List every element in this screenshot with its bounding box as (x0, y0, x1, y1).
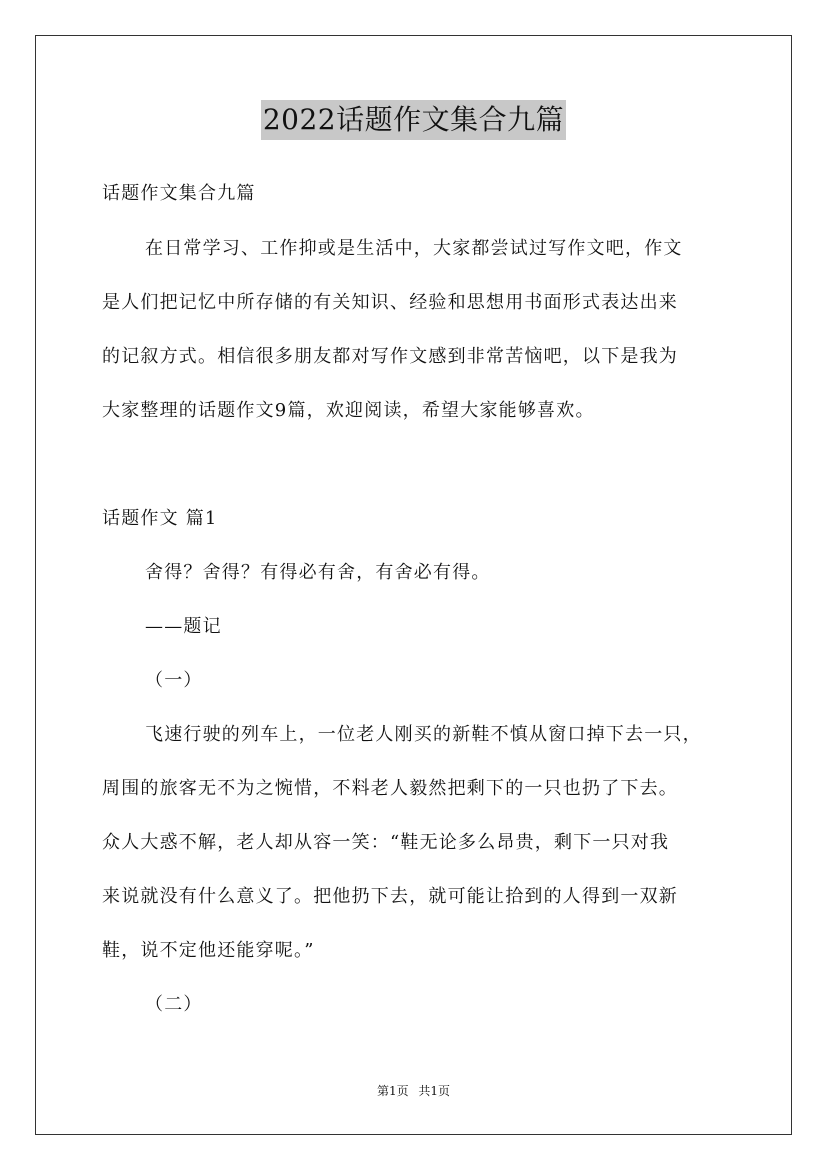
page-total: 共1页 (418, 1084, 451, 1098)
epigraph: 舍得？舍得？有得必有舍，有舍必有得。 (145, 562, 491, 583)
document-subtitle: 话题作文集合九篇 (102, 183, 256, 204)
page-footer (0, 1083, 827, 1099)
epigraph-credit: ——题记 (145, 616, 222, 637)
intro-line-2: 是人们把记忆中所存储的有关知识、经验和思想用书面形式表达出来 (102, 292, 678, 313)
document-title: 2022话题作文集合九篇 (261, 100, 566, 140)
intro-line-3: 的记叙方式。相信很多朋友都对写作文感到非常苦恼吧，以下是我为 (102, 346, 678, 367)
story-line-3: 众人大惑不解，老人却从容一笑：“鞋无论多么昂贵，剩下一只对我 (102, 832, 670, 853)
part-marker-1: （一） (145, 670, 203, 691)
title-wrap (0, 100, 827, 140)
story-line-4: 来说就没有什么意义了。把他扔下去，就可能让拾到的人得到一双新 (102, 886, 678, 907)
section-heading: 话题作文 篇1 (102, 508, 218, 529)
story-line-1: 飞速行驶的列车上，一位老人刚买的新鞋不慎从窗口掉下去一只， (145, 724, 702, 745)
story-line-2: 周围的旅客无不为之惋惜，不料老人毅然把剩下的一只也扔了下去。 (102, 778, 678, 799)
intro-line-4: 大家整理的话题作文9篇，欢迎阅读，希望大家能够喜欢。 (102, 400, 595, 421)
intro-line-1: 在日常学习、工作抑或是生活中，大家都尝试过写作文吧，作文 (145, 238, 683, 259)
page-number: 第1页 (376, 1084, 409, 1098)
story-line-5: 鞋，说不定他还能穿呢。” (102, 940, 315, 961)
part-marker-2: （二） (145, 994, 203, 1015)
